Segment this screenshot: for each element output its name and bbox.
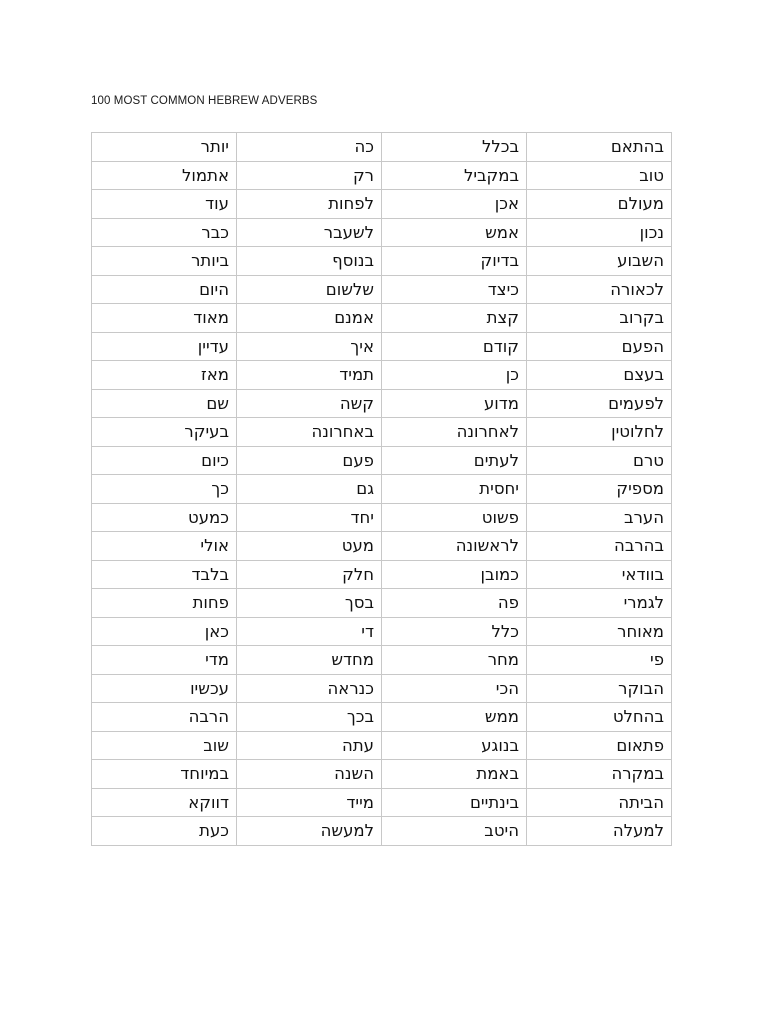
table-cell: כנראה [237,674,382,703]
table-cell: יחסית [382,475,527,504]
table-cell: דווקא [92,788,237,817]
table-row [92,247,672,276]
table-cell: הכי [382,674,527,703]
table-row [92,646,672,675]
table-row [92,275,672,304]
table-cell: לשעבר [237,218,382,247]
table-row [92,589,672,618]
table-cell: כבר [92,218,237,247]
table-row [92,674,672,703]
table-cell: כן [382,361,527,390]
table-cell: כמעט [92,503,237,532]
table-cell: בלבד [92,560,237,589]
table-cell: בקרוב [527,304,672,333]
table-cell: עוד [92,190,237,219]
table-row [92,475,672,504]
table-cell: ממש [382,703,527,732]
table-cell: כיצד [382,275,527,304]
table-cell: יותר [92,133,237,162]
table-cell: מעט [237,532,382,561]
table-cell: הביתה [527,788,672,817]
table-row [92,560,672,589]
table-cell: קודם [382,332,527,361]
table-cell: לראשונה [382,532,527,561]
table-cell: לפעמים [527,389,672,418]
table-cell: בעצם [527,361,672,390]
table-row [92,389,672,418]
table-cell: מחדש [237,646,382,675]
table-cell: השבוע [527,247,672,276]
table-cell: אמש [382,218,527,247]
table-cell: מאז [92,361,237,390]
table-cell: טוב [527,161,672,190]
table-cell: רק [237,161,382,190]
table-row [92,332,672,361]
table-cell: הפעם [527,332,672,361]
table-cell: הרבה [92,703,237,732]
table-cell: נכון [527,218,672,247]
table-cell: איך [237,332,382,361]
table-cell: הבוקר [527,674,672,703]
table-cell: לגמרי [527,589,672,618]
table-cell: עדיין [92,332,237,361]
table-cell: במקביל [382,161,527,190]
table-cell: כיום [92,446,237,475]
table-cell: בכלל [382,133,527,162]
table-row [92,161,672,190]
table-row [92,190,672,219]
table-cell: מאוד [92,304,237,333]
table-cell: כה [237,133,382,162]
table-cell: לאחרונה [382,418,527,447]
table-cell: חלק [237,560,382,589]
table-cell: שם [92,389,237,418]
table-cell: הערב [527,503,672,532]
table-cell: לפחות [237,190,382,219]
table-cell: פשוט [382,503,527,532]
table-cell: לעתים [382,446,527,475]
table-cell: קצת [382,304,527,333]
table-cell: בהתאם [527,133,672,162]
table-cell: אתמול [92,161,237,190]
table-cell: בנוסף [237,247,382,276]
table-cell: מעולם [527,190,672,219]
table-cell: אולי [92,532,237,561]
table-row [92,218,672,247]
table-cell: פתאום [527,731,672,760]
table-cell: באמת [382,760,527,789]
table-cell: מחר [382,646,527,675]
table-cell: טרם [527,446,672,475]
table-cell: כעת [92,817,237,846]
table-row [92,304,672,333]
table-cell: מספיק [527,475,672,504]
table-cell: כמובן [382,560,527,589]
table-row [92,760,672,789]
table-cell: היטב [382,817,527,846]
table-cell: מדוע [382,389,527,418]
table-row [92,503,672,532]
document-title: 100 MOST COMMON HEBREW ADVERBS [91,95,318,107]
table-cell: עכשיו [92,674,237,703]
table-row [92,361,672,390]
table-row [92,617,672,646]
table-cell: בסך [237,589,382,618]
table-cell: תמיד [237,361,382,390]
table-cell: בדיוק [382,247,527,276]
table-row [92,418,672,447]
table-cell: מאוחר [527,617,672,646]
table-cell: למעשה [237,817,382,846]
table-cell: אמנם [237,304,382,333]
table-cell: בנוגע [382,731,527,760]
table-cell: לכאורה [527,275,672,304]
table-cell: מדי [92,646,237,675]
table-cell: במיוחד [92,760,237,789]
table-row [92,133,672,162]
table-cell: היום [92,275,237,304]
table-row [92,532,672,561]
table-row [92,788,672,817]
table-cell: בכך [237,703,382,732]
table-cell: בעיקר [92,418,237,447]
table-row [92,703,672,732]
table-cell: שלשום [237,275,382,304]
table-cell: בוודאי [527,560,672,589]
table-cell: בהרבה [527,532,672,561]
table-cell: כך [92,475,237,504]
table-cell: קשה [237,389,382,418]
table-cell: שוב [92,731,237,760]
table-cell: די [237,617,382,646]
table-cell: פי [527,646,672,675]
table-cell: פה [382,589,527,618]
table-cell: עתה [237,731,382,760]
table-row [92,817,672,846]
table-cell: ביותר [92,247,237,276]
table-cell: למעלה [527,817,672,846]
table-row [92,446,672,475]
table-cell: יחד [237,503,382,532]
adverbs-table [91,132,672,846]
table-cell: השנה [237,760,382,789]
table-cell: באחרונה [237,418,382,447]
table-cell: פעם [237,446,382,475]
table-cell: מייד [237,788,382,817]
table-cell: לחלוטין [527,418,672,447]
table-cell: פחות [92,589,237,618]
table-cell: כלל [382,617,527,646]
table-cell: בינתיים [382,788,527,817]
adverbs-table-body [92,133,672,846]
table-cell: כאן [92,617,237,646]
table-cell: בהחלט [527,703,672,732]
table-cell: אכן [382,190,527,219]
table-cell: גם [237,475,382,504]
table-cell: במקרה [527,760,672,789]
table-row [92,731,672,760]
